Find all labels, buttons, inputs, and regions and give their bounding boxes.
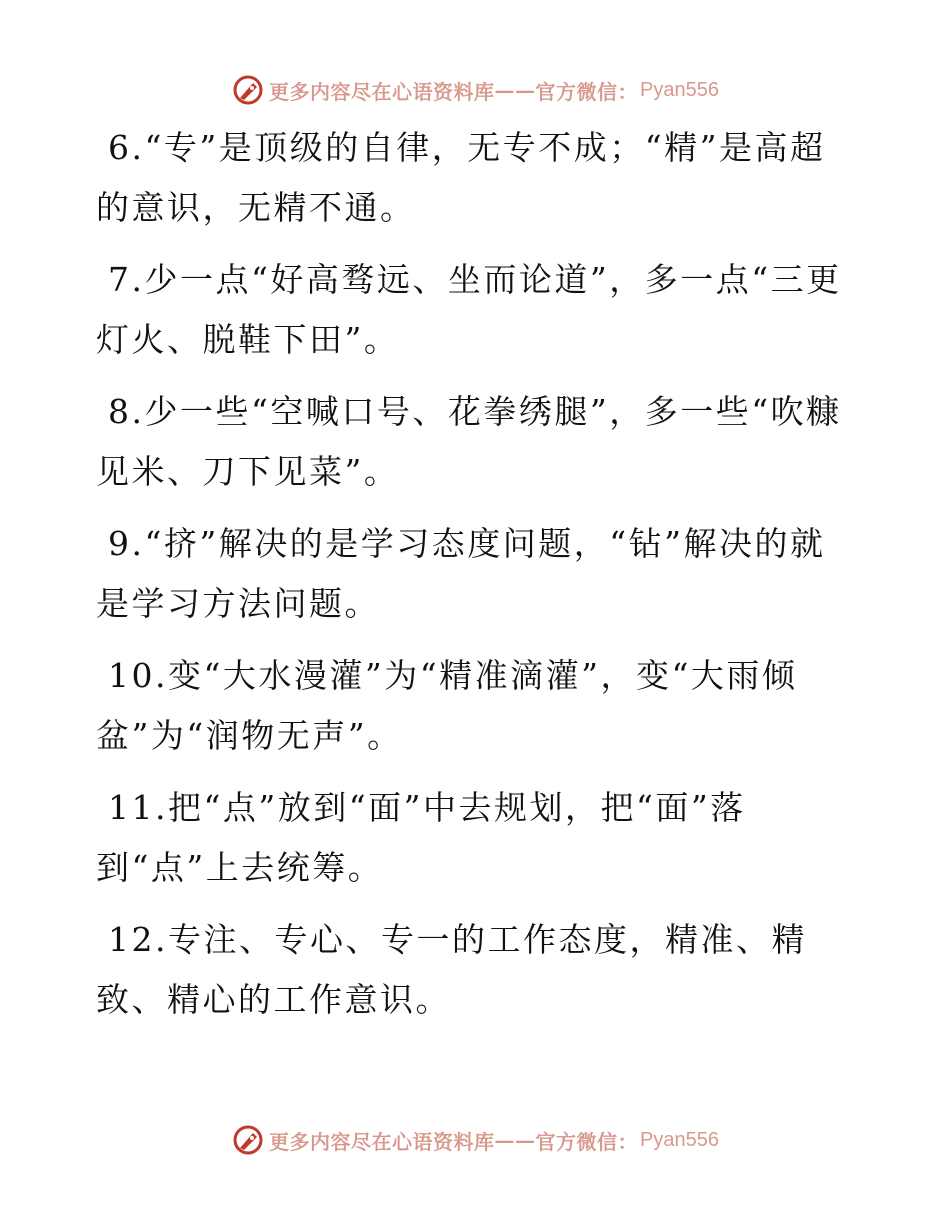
watermark-wechat-label: 官方微信： bbox=[535, 79, 639, 104]
watermark-dash: —— bbox=[494, 78, 536, 102]
paragraph-7: 7.少一点“好高骛远、坐而论道”，多一点“三更灯火、脱鞋下田”。 bbox=[96, 260, 842, 359]
pen-nib-logo-icon bbox=[231, 73, 265, 107]
header-watermark bbox=[0, 70, 950, 110]
document-body bbox=[96, 118, 856, 1042]
paragraph-10: 10.变“大水漫灌”为“精准滴灌”，变“大雨倾盆”为“润物无声”。 bbox=[96, 656, 798, 755]
paragraph-9: 9.“挤”解决的是学习态度问题，“钻”解决的就是学习方法问题。 bbox=[96, 524, 826, 623]
watermark-text: 更多内容尽在心语资料库 bbox=[269, 79, 495, 104]
pen-nib-logo-icon bbox=[231, 1123, 265, 1157]
paragraph-12: 12.专注、专心、专一的工作态度，精准、精致、精心的工作意识。 bbox=[96, 920, 807, 1019]
footer-watermark bbox=[0, 1120, 950, 1160]
watermark-wechat-id: Pyan556 bbox=[640, 78, 719, 101]
watermark-wechat-label: 官方微信： bbox=[535, 1129, 639, 1154]
watermark-dash: —— bbox=[494, 1128, 536, 1152]
watermark-text: 更多内容尽在心语资料库 bbox=[269, 1129, 495, 1154]
paragraph-11: 11.把“点”放到“面”中去规划，把“面”落到“点”上去统筹。 bbox=[96, 788, 746, 887]
watermark-wechat-id: Pyan556 bbox=[640, 1128, 719, 1151]
paragraph-8: 8.少一些“空喊口号、花拳绣腿”，多一些“吹糠见米、刀下见菜”。 bbox=[96, 392, 842, 491]
paragraph-6: 6.“专”是顶级的自律，无专不成；“精”是高超的意识，无精不通。 bbox=[96, 128, 826, 227]
